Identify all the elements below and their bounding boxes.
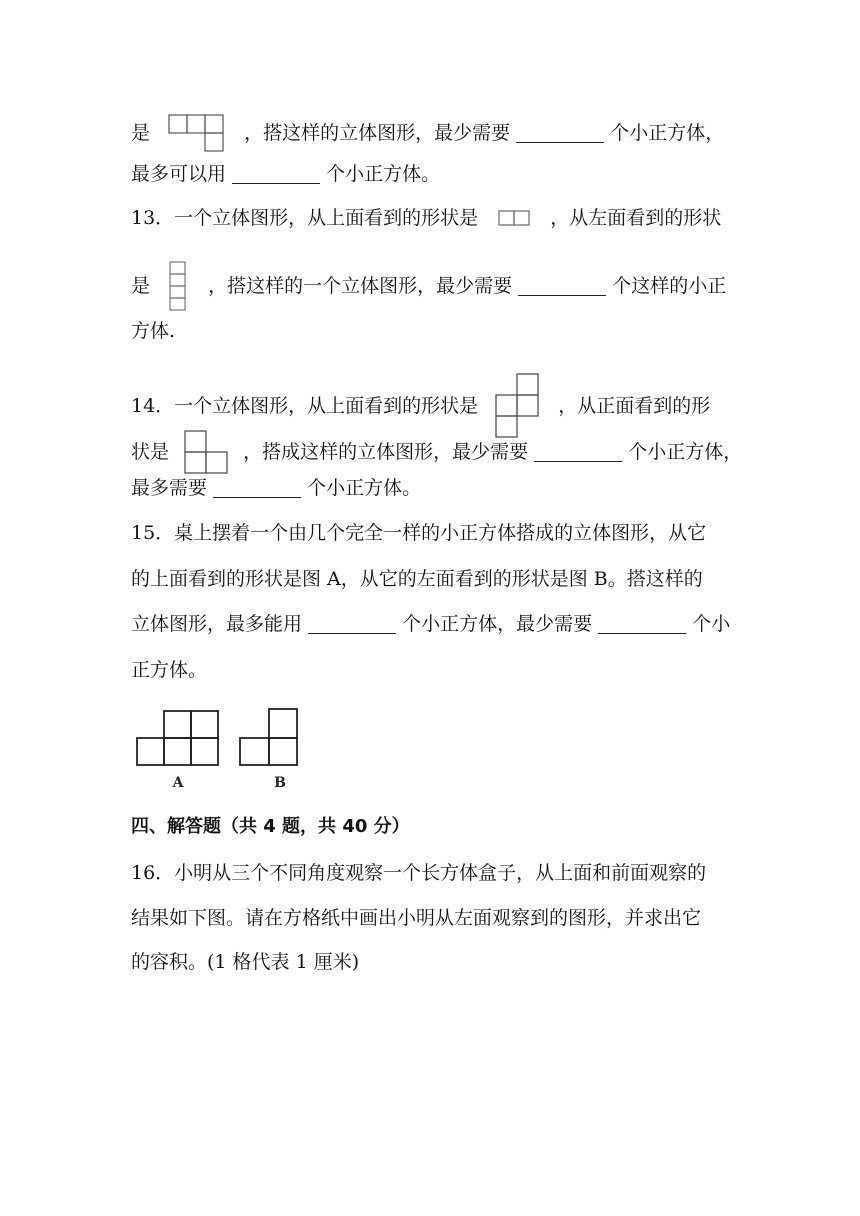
q15-text-c: 立体图形，最多能用 <box>131 613 303 635</box>
q15-text-d: 个小正方体，最少需要 <box>402 613 593 635</box>
q13-text-e: 个这样的小正 <box>612 275 727 297</box>
q12-shape-figure <box>168 114 226 152</box>
q14-text-g: 个小正方体。 <box>307 477 422 499</box>
q15-blank-min <box>598 615 686 634</box>
q13-text-a: 13．一个立体图形，从上面看到的形状是 <box>131 207 479 229</box>
q15-line-2 <box>131 565 703 591</box>
figure-a-label: A <box>172 775 184 791</box>
q13-line-3 <box>131 317 175 343</box>
q16-line-1 <box>131 859 706 885</box>
q14-blank-max <box>213 479 301 498</box>
q15-line-4 <box>131 656 207 682</box>
q12-blank-min <box>516 124 604 143</box>
q14-blank-min <box>534 443 622 462</box>
q12-text-a: 是 <box>131 122 151 144</box>
q14-line-3 <box>131 474 421 500</box>
q13-text-f: 方体. <box>131 320 176 342</box>
figure-a-grid <box>137 711 218 765</box>
q15-blank-max <box>308 615 396 634</box>
q14-line-2 <box>131 429 743 463</box>
q12-text-d: 最多可以用 <box>131 163 227 185</box>
q15-line-1 <box>131 519 706 545</box>
q13-line-2 <box>131 260 727 297</box>
q12-line-2 <box>131 160 440 186</box>
q14-text-b: ，从正面看到的形 <box>558 395 711 417</box>
q13-text-b: ，从左面看到的形状 <box>550 207 722 229</box>
q13-left-view-figure <box>168 260 188 312</box>
q13-line-1 <box>131 204 721 230</box>
q15-text-e: 个小 <box>692 613 731 635</box>
q15-line-3 <box>131 610 730 636</box>
q12-line-1 <box>131 114 725 144</box>
q12-blank-max <box>232 165 320 184</box>
q14-text-f: 最多需要 <box>131 477 208 499</box>
q12-text-b: ，搭这样的立体图形，最少需要 <box>244 122 511 144</box>
q15-text-a: 15．桌上摆着一个由几个完全一样的小正方体搭成的立体图形，从它 <box>131 522 707 544</box>
q15-text-b: 的上面看到的形状是图 A，从它的左面看到的形状是图 B。搭这样的 <box>131 568 703 590</box>
q13-text-c: 是 <box>131 275 151 297</box>
q16-line-2 <box>131 904 701 930</box>
q16-text-a: 16．小明从三个不同角度观察一个长方体盒子，从上面和前面观察的 <box>131 862 707 884</box>
q12-text-e: 个小正方体。 <box>326 163 441 185</box>
q16-line-3 <box>131 948 359 974</box>
q14-text-a: 14．一个立体图形，从上面看到的形状是 <box>131 395 479 417</box>
figure-b-label: B <box>274 775 286 791</box>
q14-front-view-figure <box>183 429 229 475</box>
q13-top-view-figure <box>498 209 532 227</box>
q14-line-1 <box>131 373 711 417</box>
q13-text-d: ，搭这样的一个立体图形，最少需要 <box>208 275 513 297</box>
q12-text-c: 个小正方体， <box>610 122 725 144</box>
q13-blank-min <box>518 277 606 296</box>
q14-text-c: 状是 <box>131 441 170 463</box>
section-4-heading: 四、解答题（共 4 题，共 40 分） <box>131 816 410 837</box>
q15-text-f: 正方体。 <box>131 659 208 681</box>
q15-figures <box>135 705 310 797</box>
q14-text-d: ，搭成这样的立体图形，最少需要 <box>243 441 529 463</box>
q16-text-c: 的容积。(1 格代表 1 厘米) <box>131 951 360 973</box>
figure-b-grid <box>240 709 297 765</box>
q14-text-e: 个小正方体， <box>628 441 743 463</box>
q16-text-b: 结果如下图。请在方格纸中画出小明从左面观察到的图形，并求出它 <box>131 907 702 929</box>
